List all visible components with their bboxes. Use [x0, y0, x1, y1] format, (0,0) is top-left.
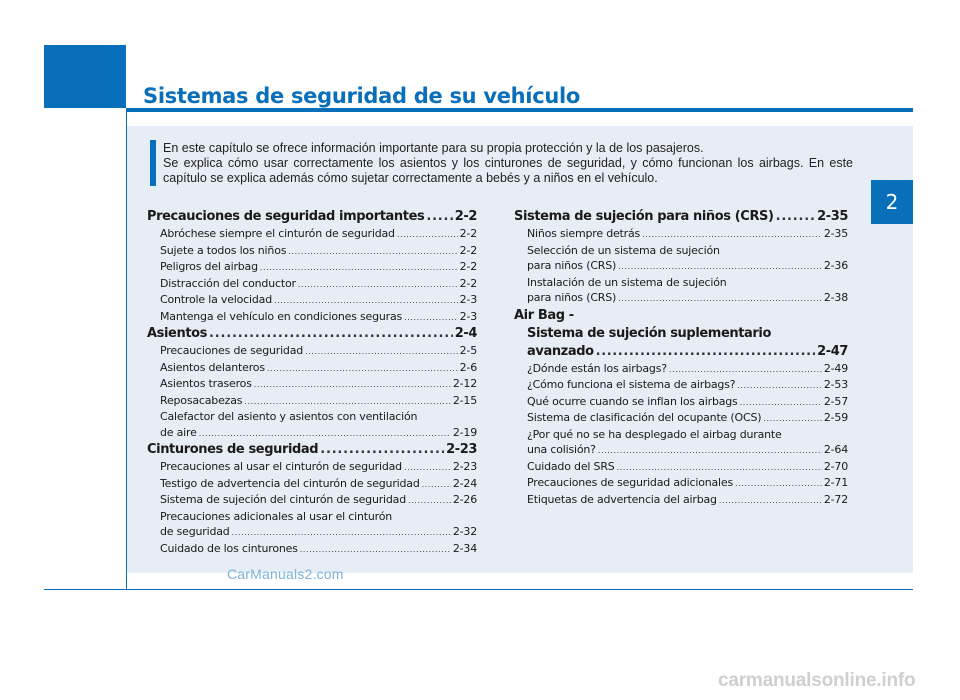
- toc-dot-leader: [260, 259, 458, 276]
- toc-dot-leader: [735, 475, 822, 492]
- toc-left-column: [147, 208, 477, 557]
- toc-entry-text: avanzado: [527, 343, 594, 359]
- toc-dot-leader: [598, 442, 822, 459]
- toc-entry[interactable]: [147, 243, 477, 260]
- toc-entry[interactable]: [147, 393, 477, 410]
- toc-entry-text: Precauciones de seguridad adicionales: [527, 476, 734, 489]
- toc-entry[interactable]: [147, 524, 477, 541]
- toc-entry-text: ¿Cómo funciona el sistema de airbags?: [527, 378, 736, 391]
- toc-page-number: 2-3: [459, 293, 477, 306]
- toc-entry-text: Niños siempre detrás: [527, 227, 641, 240]
- toc-entry-text: Controle la velocidad: [160, 293, 272, 306]
- toc-dot-leader: [422, 476, 451, 493]
- title-rule: [126, 108, 913, 112]
- toc-entry-text: Instalación de un sistema de sujeción: [527, 275, 727, 289]
- toc-dot-leader: [298, 276, 458, 293]
- toc-page-number: 2-70: [823, 459, 848, 473]
- toc-entry-continued[interactable]: [514, 427, 848, 443]
- toc-entry-text: Asientos delanteros: [160, 360, 265, 374]
- bottom-rule: [44, 589, 913, 590]
- toc-dot-leader: [719, 492, 822, 509]
- toc-entry[interactable]: [147, 360, 477, 377]
- toc-entry-text: Etiquetas de advertencia del airbag: [527, 492, 717, 506]
- toc-entry[interactable]: [147, 425, 477, 442]
- toc-entry-text: Precauciones adicionales al usar el cinturón: [160, 509, 393, 523]
- toc-entry-continued[interactable]: [514, 243, 848, 259]
- toc-dot-leader: [397, 226, 458, 243]
- toc-page-number: 2-2: [459, 243, 477, 257]
- toc-page-number: 2-35: [823, 227, 848, 240]
- toc-dot-leader: [617, 459, 822, 476]
- toc-entry-text: de seguridad: [160, 525, 230, 538]
- chapter-tab[interactable]: 2: [871, 180, 913, 224]
- toc-entry-text: Sistema de clasificación del ocupante (OCS): [527, 411, 762, 424]
- toc-page-number: 2-34: [452, 541, 477, 555]
- toc-entry-text: Abróchese siempre el cinturón de seguridad: [160, 227, 395, 240]
- toc-page-number: 2-5: [459, 344, 477, 357]
- toc-dot-leader: [618, 290, 822, 307]
- toc-page-number: 2-36: [823, 259, 848, 272]
- toc-dot-leader: [320, 441, 444, 459]
- toc-entry-continued[interactable]: [514, 275, 848, 291]
- toc-entry[interactable]: [514, 258, 848, 275]
- toc-page-number: 2-32: [452, 525, 477, 538]
- toc-entry[interactable]: [514, 475, 848, 492]
- toc-entry-text: Reposacabezas: [160, 393, 243, 407]
- intro-line-2: Se explica cómo usar correctamente los asientos y los cinturones de seguridad, y cómo funcionan los airbags. En este capítulo se explica además cómo sujetar correctamente a bebés y a niños en el vehículo.: [163, 156, 853, 185]
- toc-entry-text: ¿Por qué no se ha desplegado el airbag durante: [527, 427, 782, 441]
- toc-entry[interactable]: [147, 376, 477, 393]
- toc-page-number: 2-35: [817, 209, 848, 224]
- toc-entry-text: Mantenga el vehículo en condiciones seguras: [160, 309, 403, 323]
- toc-section[interactable]: [147, 441, 477, 459]
- toc-entry-text: Air Bag -: [514, 307, 574, 323]
- toc-dot-leader: [669, 361, 822, 378]
- toc-entry-text: de aire: [160, 425, 197, 439]
- left-frame-line: [126, 108, 127, 590]
- toc-page-number: 2-71: [823, 476, 848, 489]
- toc-dot-leader: [404, 309, 458, 326]
- toc-entry[interactable]: [147, 459, 477, 476]
- toc-dot-leader: [408, 492, 451, 509]
- toc-entry-text: Testigo de advertencia del cinturón de seguridad: [160, 476, 420, 490]
- toc-entry-text: Sistema de sujeción para niños (CRS): [514, 209, 774, 224]
- toc-entry[interactable]: [514, 343, 848, 361]
- toc-entry-text: para niños (CRS): [527, 259, 617, 272]
- footer-site-text[interactable]: carmanualsonline.info: [718, 670, 916, 691]
- toc-entry[interactable]: [514, 226, 848, 243]
- toc-entry-text: Precauciones al usar el cinturón de seguridad: [160, 460, 402, 473]
- toc-page-number: 2-12: [452, 377, 477, 390]
- toc-page-number: 2-3: [459, 309, 477, 323]
- toc-section[interactable]: [147, 325, 477, 343]
- toc-entry[interactable]: [514, 394, 848, 411]
- toc-entry[interactable]: [147, 309, 477, 326]
- toc-entry-text: Distracción del conductor: [160, 276, 296, 290]
- toc-entry-continued[interactable]: [147, 409, 477, 425]
- header-color-block: [44, 45, 126, 108]
- toc-entry[interactable]: [514, 459, 848, 476]
- toc-entry-text: Qué ocurre cuando se inflan los airbags: [527, 394, 738, 408]
- toc-dot-leader: [254, 376, 451, 393]
- toc-dot-leader: [232, 524, 451, 541]
- toc-entry-continued[interactable]: [514, 325, 848, 343]
- toc-page-number: 2-59: [823, 411, 848, 424]
- toc-entry-text: Cuidado del SRS: [527, 459, 615, 473]
- toc-dot-leader: [737, 377, 821, 394]
- toc-page-number: 2-2: [459, 276, 477, 290]
- toc-entry-text: Selección de un sistema de sujeción: [527, 243, 720, 257]
- toc-dot-leader: [288, 243, 457, 260]
- intro-accent-bar: [150, 140, 156, 186]
- toc-dot-leader: [199, 425, 451, 442]
- toc-dot-leader: [404, 459, 451, 476]
- toc-dot-leader: [209, 325, 453, 343]
- toc-entry[interactable]: [147, 492, 477, 509]
- toc-entry[interactable]: [147, 259, 477, 276]
- intro-text: [163, 141, 853, 186]
- toc-dot-leader: [776, 208, 815, 226]
- toc-dot-leader: [426, 208, 452, 226]
- toc-page-number: 2-15: [452, 393, 477, 407]
- watermark-text[interactable]: CarManuals2.com: [227, 566, 344, 582]
- toc-dot-leader: [740, 394, 822, 411]
- toc-dot-leader: [642, 226, 822, 243]
- toc-entry-text: Asientos: [147, 326, 208, 341]
- toc-entry[interactable]: [514, 377, 848, 394]
- toc-dot-leader: [305, 343, 458, 360]
- toc-page-number: 2-24: [452, 476, 477, 490]
- toc-entry[interactable]: [147, 226, 477, 243]
- toc-entry-text: Sistema de sujeción suplementario: [527, 325, 771, 341]
- toc-dot-leader: [618, 258, 822, 275]
- toc-dot-leader: [267, 360, 458, 377]
- toc-page-number: 2-23: [446, 442, 477, 457]
- toc-page-number: 2-49: [823, 361, 848, 375]
- toc-entry-text: Cinturones de seguridad: [147, 442, 319, 457]
- toc-entry[interactable]: [147, 292, 477, 309]
- toc-entry[interactable]: [514, 492, 848, 509]
- toc-entry[interactable]: [147, 343, 477, 360]
- toc-entry-text: Precauciones de seguridad importantes: [147, 209, 425, 224]
- toc-entry-text: Calefactor del asiento y asientos con ventilación: [160, 410, 418, 423]
- toc-page-number: 2-57: [823, 394, 848, 408]
- toc-page-number: 2-23: [452, 460, 477, 473]
- toc-entry-text: una colisión?: [527, 443, 596, 456]
- toc-entry-text: Peligros del airbag: [160, 260, 258, 273]
- toc-entry[interactable]: [514, 442, 848, 459]
- toc-page-number: 2-4: [454, 326, 477, 341]
- toc-page-number: 2-64: [823, 443, 848, 456]
- page-title: Sistemas de seguridad de su vehículo: [143, 84, 581, 108]
- toc-dot-leader: [274, 292, 458, 309]
- toc-page-number: 2-47: [817, 343, 848, 359]
- toc-page-number: 2-2: [454, 209, 477, 224]
- toc-page-number: 2-53: [823, 378, 848, 391]
- toc-entry-continued[interactable]: [514, 307, 848, 325]
- toc-page-number: 2-72: [823, 492, 848, 506]
- toc-entry-text: Asientos traseros: [160, 377, 252, 390]
- toc-page-number: 2-38: [823, 291, 848, 304]
- toc-dot-leader: [763, 410, 821, 427]
- toc-page-number: 2-26: [452, 493, 477, 506]
- toc-entry[interactable]: [514, 410, 848, 427]
- toc-entry-text: Sujete a todos los niños: [160, 243, 287, 257]
- toc-entry[interactable]: [514, 361, 848, 378]
- toc-page-number: 2-2: [459, 260, 477, 273]
- toc-page-number: 2-6: [459, 360, 477, 374]
- toc-section[interactable]: [147, 208, 477, 226]
- toc-entry-text: ¿Dónde están los airbags?: [527, 361, 667, 375]
- toc-section[interactable]: [514, 208, 848, 226]
- toc-page-number: 2-19: [452, 425, 477, 439]
- toc-entry[interactable]: [514, 290, 848, 307]
- intro-line-1: En este capítulo se ofrece información importante para su propia protección y la de los pasajeros.: [163, 141, 704, 155]
- toc-entry[interactable]: [147, 541, 477, 558]
- toc-page-number: 2-2: [459, 227, 477, 240]
- toc-dot-leader: [244, 393, 451, 410]
- toc-entry-text: Precauciones de seguridad: [160, 344, 304, 357]
- toc-right-column: [514, 208, 848, 508]
- toc-entry[interactable]: [147, 476, 477, 493]
- toc-entry-text: Sistema de sujeción del cinturón de seguridad: [160, 493, 407, 506]
- toc-dot-leader: [300, 541, 451, 558]
- toc-entry-continued[interactable]: [147, 509, 477, 525]
- toc-entry[interactable]: [147, 276, 477, 293]
- toc-entry-text: para niños (CRS): [527, 291, 617, 304]
- toc-entry-text: Cuidado de los cinturones: [160, 541, 298, 555]
- toc-dot-leader: [596, 343, 815, 361]
